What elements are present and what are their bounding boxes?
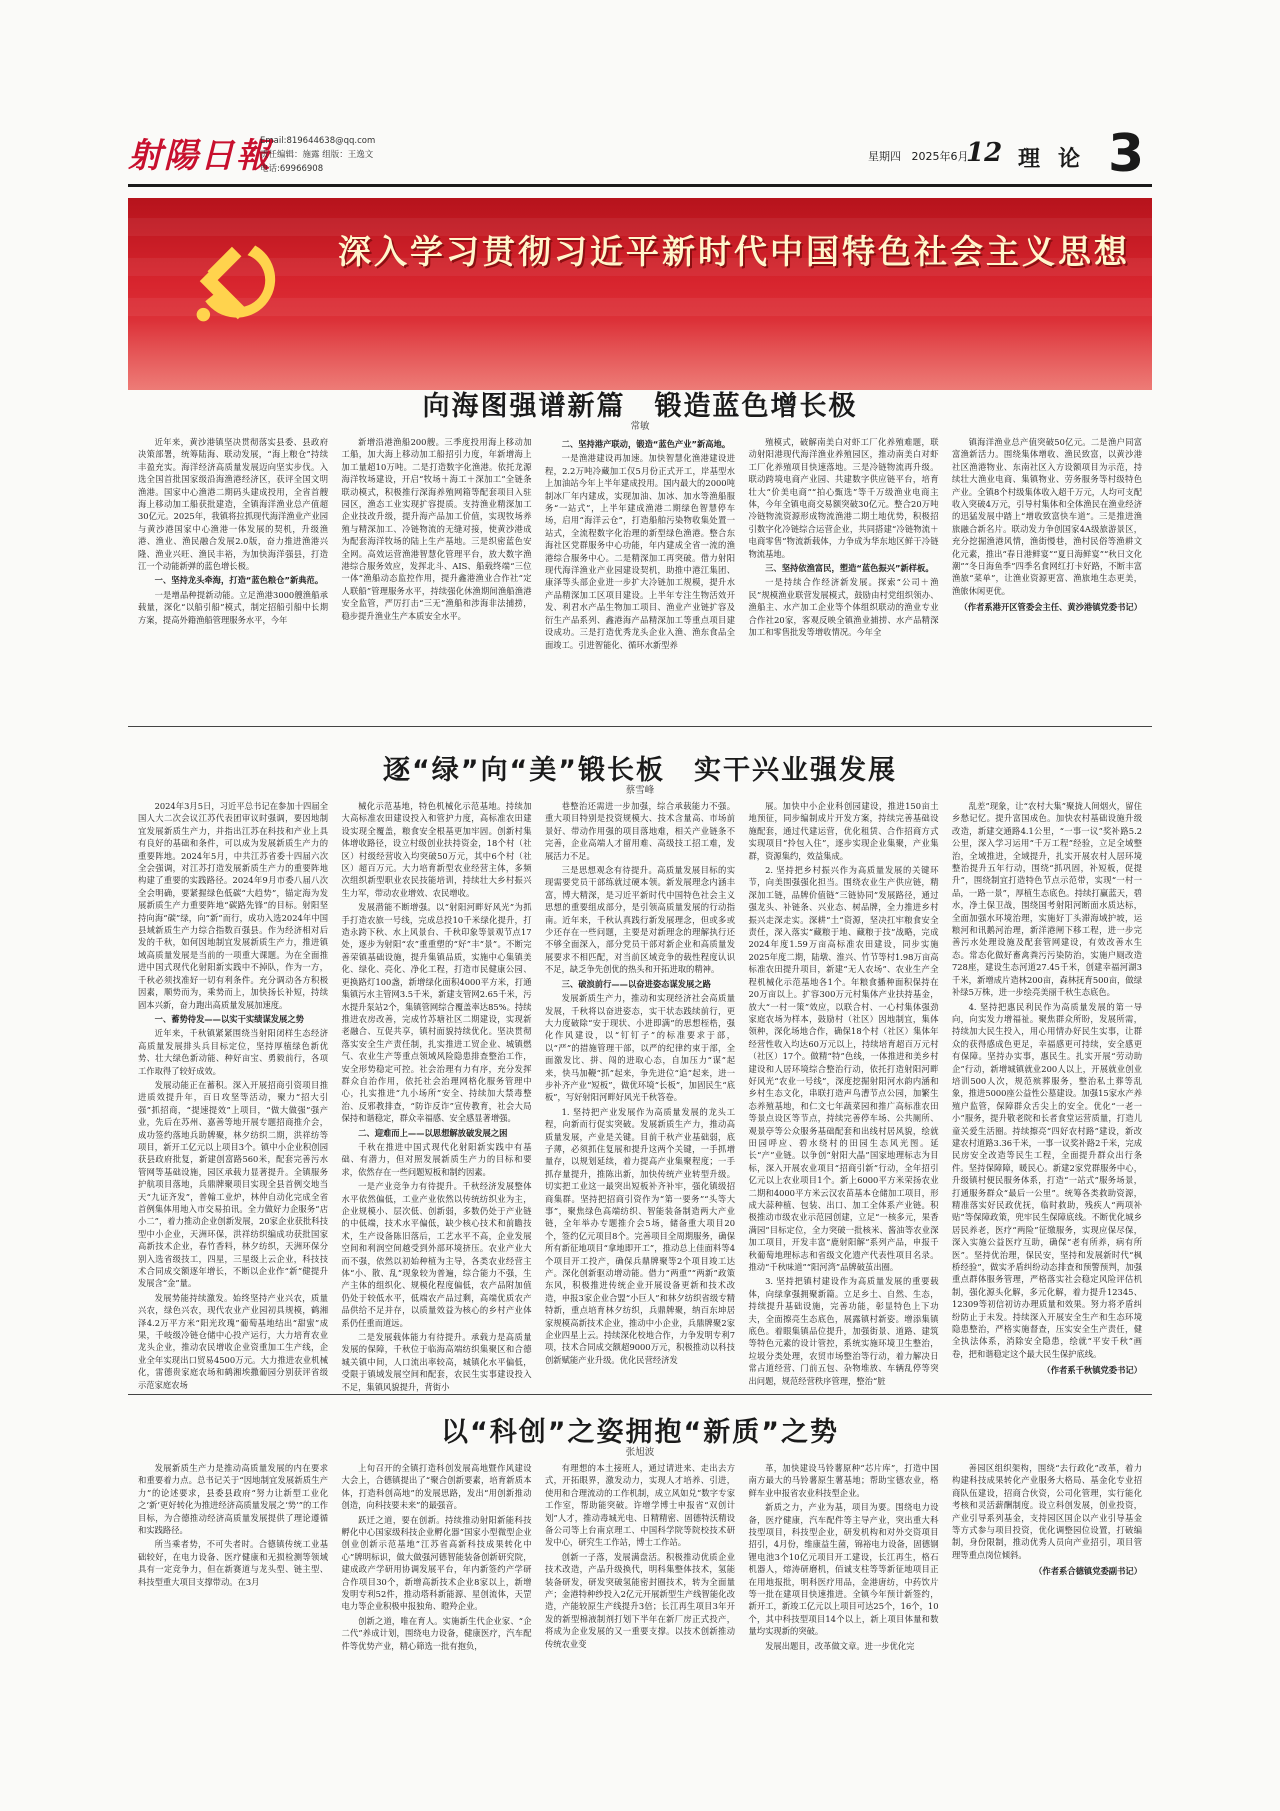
- author-signature: （作者系合德镇党委副书记）: [1034, 1566, 1142, 1577]
- section-heading: 二、坚持港产联动，锻造“蓝色产业”新高地。: [561, 439, 731, 449]
- article-column: [138, 436, 328, 718]
- paragraph: 新增沿港渔船200艘。三季度投用海上移动加工船，加大海上移动加工船招引力度，年新增海上加工量超10万吨。二是打造数字化渔港。依托龙源海洋牧场建设，开启“牧场＋海工＋深加工”全链条联动模式，积极推行深海养殖网箱等配套项目入驻园区，渔态工业实现扩容提质。支持渔业精深加工企业技改升级，提升海产品加工价值，实现牧场养殖与精深加工、冷链物流的无缝对接，使黄沙港成为配套海洋牧场的陆上生产基地。三是织密蓝色安全网。高效运营渔港智慧化管理平台，放大数字渔港综合服务效应，发挥北斗、AIS、船载终端“三位一体”渔船动态监控作用，提升鑫港渔业合作社“定人联船”管理服务水平，持续强化休渔期间渔船渔港安全监管，严厉打击“三无”渔船和涉海非法捕捞，稳步提升渔业生产本质安全水平。: [341, 437, 532, 621]
- article-column: [545, 436, 735, 718]
- paragraph: 巷整治还需进一步加强，综合承载能力不强。重大项目特别是投资规模大、技术含量高、市场前景好、带动作用强的项目落地难，相关产业链条不完善，企业高端人才留用难、高级技工招工难，发展活力不足。: [545, 801, 735, 861]
- paragraph: 创新之道，唯在育人。实施新生代企业家、“企二代”养成计划，围绕电力设备，健康医疗，汽车配件等优势产业，精心筛选一批有抱负，: [341, 1615, 532, 1651]
- paragraph: 革，加快建设马铃薯原种“芯片库”，打造中国南方最大的马铃薯原生薯基地；帮助宝德农业，格鲜车业申报省农业科技型企业。: [748, 1463, 939, 1498]
- paragraph: 一是渔港建设再加速。加快智慧化渔港建设进程，2.2万吨冷藏加工仅5月份正式开工，岸基型水上加油站今年上半年建成投用。国内最大的2000吨制冰厂年内建成，实现加油、加冰、加水等渔船服务“一站式”，上半年建成渔港二期绿色智慧停车场，启用“海洋云仓”，打造船舶污染物收集处置一站式，全流程数字化治理的新型绿色渔港。整合东海社区党群服务中心功能，年内建成全省一流的渔港综合服务中心。二是精深加工再突破。借力射阳现代海洋渔业产业园建设契机，助推中港江集团、康泽等头部企业进一步扩大冷链加工规模，提升水产品精深加工区项目建设。上半年专注生物活效开发、利君水产品生物加工项目、渔业产业链扩容及衍生产品系列、鑫港海产品精深加工等重点项目建设成功。三是打造优秀龙头企业入渔、渔东食品全面竣工。引进智能化、循环水新型养: [545, 453, 735, 650]
- paragraph: 近年来，千秋镇紧紧围绕当射阳闭样生态经济高质量发展排头兵目标定位，坚持厚植绿色新优势、壮大绿色新动能、种好亩宝、勇毅前行，各项工作取得了较好成效。: [138, 1028, 328, 1076]
- section-heading: 三、坚持依渔富民，塑造“蓝色振兴”新样板。: [765, 563, 934, 574]
- article-column: [952, 1462, 1142, 1674]
- banner-title: 深入学习贯彻习近平新时代中国特色社会主义思想: [338, 232, 1130, 271]
- article-3-title: 以“科创”之姿拥抱“新质”之势: [441, 1417, 839, 1448]
- paragraph: 二是发展载体能力有待提升。承载力是高质量发展的保障，千秋位于临海高端纺织集聚区和合德城关镇中间，人口流出率较高，城镇化水平偏低，受限于镇域发展空间和配套，农民生实事建设投入不足，集镇风貌提升，背街小: [341, 1332, 532, 1392]
- paragraph: 械化示范基地，特色机械化示范基地。持续加大高标准农田建设投入和管护力度，高标准农田建设实现全覆盖，粮食安全根基更加牢固。创新村集体增收路径，设立村级创业扶持资金，18个村（社区）村级经营收入均突破50万元，其中6个村（社区）超百万元。大力培育新型农业经营主体，多频次组织新型职业农民技能培训，持续壮大乡村振兴生力军，带动农业增效、农民增收。: [341, 801, 532, 898]
- banner-glow: [128, 320, 1152, 390]
- paragraph: 有理想的本土接班人，通过请进来、走出去方式，开拓眼界，激发动力，实现人才培养、引进，使用和合理流动的工作机制，成立风如兑“数字专家工作室，帮助能突破。许增学博士申报省“双创计划”人才，推动毒城光电、日精精密、固德特沃精设备公司等上台南京理工、中国科学院等院校技术研发中心，研究生工作站，博士工作站。: [545, 1463, 735, 1548]
- paragraph: 发展新质生产力，推动和实现经济社会高质量发展，千秋将以奋进姿态，实干状态践续前行，更大力度破除“安于现状、小进即满”的思想桎梏，强化作风建设，以“钉钉子”的标准要求于部，以“严”的措施管理干部，以严的纪律约束于部，全面激发比、拼、闯的进取心态，自加压力“谋”起来，快马加鞭“抓”起来，争先进位“追”起来，进一步补齐产业“短板”，做优环境“长板”，加固民生“底板”，写好射阳河畔好风光千秋答卷。: [545, 993, 735, 1103]
- paragraph: 跃迁之道，要在创新。持续推动射阳新能科技孵化中心国家级科技企业孵化器“国家小型微型企业创业创新示范基地”江苏省高新科技成果转化中心”牌明标识，做大做强河德智能装备创新研究院，建成政产学研用协调发展平台，年内新签约产学研合作项目30个，新增高新技术企业8家以上，新增发明专利52件，推动塔科新能源、星创流体，天罡电力等企业积极申报独角、瞪羚企业。: [341, 1514, 532, 1612]
- paragraph: 2. 坚持把乡村振兴作为高质量发展的关键环节，向美围强强化担当。围绕农业生产供应链，精深加工链，品牌价值链“三链协同”发展路径，通过强龙头、补链条、兴业态、树品牌，全力推进乡村振兴走深走实。深耕“土”资源，坚决扛牢粮食安全责任，深入落实“藏粮于地、藏粮于技”战略，完成2024年度1.59万亩高标准农田建设，同步实施2025年度二期，陆墩、淮兴、竹节等村1.98万亩高标准农田提升项目，新建“无人农场”、农业生产全程机械化示范基地各1个。年粮食播种面积保持在20万亩以上。扩容300万元村集体产业扶持基金，放大“一村一策”效应，以联合村、一心村集体强劲家庭农场为样本，鼓励村（社区）因地制宜，集体领种，深化场地合作，确保18个村（社区）集体年经营性收入均达60万元以上，持续培育超百万元村（社区）17个。做精“特”色线，一体推进和美乡村建设和人居环境综合整治行动，依托打造射阳河畔好风光“农业一号线”，深度挖掘射阳河水韵内涵和乡村生态文化，串联打造声鸟漕节点公园，加繁生态养殖基地，和仁文七年蔬菜园和推广高标准农田等景点设区等节点，持续完善停车场、公共厕所、观景亭等公众服务基础配套和出线村居风貌，绘就田园呼应、碧水绕村的田园生态风光图。延长“产”业链。以争创“射阳大晶”国家地理标志为目标，深入开展农业项目“招商引新”行动，全年招引亿元以上农业项目1个。新上6000平方米荣扬农业二期和4000平方米云汉农苗基本仓储加工项目，形成大蒜种植、包装、出口、加工全体系产业链。积极推动市级农业示范园创建，立足“一核多元，果香满园”目标定位，全力突破一批核米、酱油等农业深加工项目，开发丰富“鹿射阳解”系列产品，申报千秋葡萄地理标志和省级文化遗产代表性项目名录。推动“千秋味道”“阳河湾”品牌破茧出圈。: [748, 865, 939, 1273]
- paragraph: 一是产业竞争力有待提升。千秋经济发展整体水平依然偏低，工业产业依然以传统纺织业为主，企业规模小、层次低、创新弱，多数仍处于产业链的中低端，技术水平偏低，缺少核心技术和前瞻技术，生产设备陈旧落后，工艺水平不高，企业发展空间和利润空间越受到外部环境挤压。农业产业大而不强，依然以初始种植为主导，各类农业经营主体“小、散、乱”现象较为普遍，综合能力不强，生产主体的组织化、规模化程度偏低，农产品附加值仍处于较低水平，低端农产品过剩，高端优质农产品供给不足并存，以质量效益为核心的乡村产业体系仍任重而道远。: [341, 1181, 532, 1328]
- article-column: [342, 1462, 532, 1674]
- masthead: [128, 124, 1152, 187]
- article-2-title: 逐“绿”向“美”锻长板 实干兴业强发展: [383, 755, 897, 786]
- paragraph: 一是持续合作经济新发展。探索“公司＋渔民”规模渔业联营发展模式，鼓励由村党组织领办、渔船主、水产加工企业等个体组织联动的渔业专业合作社20家，客观反映全镇渔业捕捞、水产品精深加工和零售批发等增收情况。今年全: [748, 577, 939, 638]
- article-column: [748, 800, 939, 1386]
- paragraph: 善园区组织架构，围绕“去行政化”改革，着力构建科技成果转化产业服务大格局、基金化专业招商队伍建设，招商合伙资，公司化管理，实行能化考核和灵活薪酬制度。设立科创发展，创业投资，产业引导系列基金，支持园区国企以产业引导基金等方式参与项目投资，优化调整园位设置，打破编制，身份限制，推动优秀人员向产业招引，项目管理等重点岗位倾斜。: [952, 1463, 1142, 1560]
- article-3-author: 张旭波: [625, 1447, 655, 1458]
- section-heading: 三、破浪前行——以奋进姿态谋发展之路: [561, 978, 711, 989]
- paragraph: 所当乘者势，不可失者时。合德镇传统工业基础较好，在电力设备、医疗健康和无损检测等领域具有一定竞争力，但在新赛道与龙头型、链主型、科技型重大项目支撑带动。在3月: [138, 1539, 328, 1587]
- paragraph: 发展新质生产力是推动高质量发展的内在要求和重要着力点。总书记关于“因地制宜发展新质生产力”的论述要求，县委县政府“努力让新型工业化之‘新’更好转化为推进经济高质量发展之‘势’”的工作目标，为合德推动经济高质量发展提供了理论遵循和实践路径。: [138, 1463, 328, 1536]
- dateline: [868, 148, 969, 164]
- weekday: 星期四: [868, 150, 901, 163]
- paragraph: 发展势能持续激发。始终坚持产业兴农，质量兴农，绿色兴农，现代农业产业园初具规模，鹤湘泽4.2万平方米“阳光玫瑰”葡萄基地结出“甜蜜”成果，千岐级冷链仓储中心投产运行，大力培育农业龙头企业，推动农民增收企业资重加工生产线，企业全年实现出口贸易4500万元。大力推进农业机械化，雷德贵家庭农场和鹤湘埃撒葡园分别获评省级示范家庭农场: [138, 1292, 328, 1390]
- paragraph: 镇海洋渔业总产值突破50亿元。二是渔户同富富渔新活力。围绕集体增收、渔民致富，以黄沙港社区渔港物业、东南社区入方设额项目为示范，持续壮大渔业电商、集镇物业、劳务服务等村级特色产业。全镇8个村级集体收入超千万元，人均可支配收入突破4万元，引导村集体和全体渔民在渔业经济的迅猛发展中踏上“增收致富快车道”。三是推进渔旅融合新名片。联动发力争创国家4A级旅游景区，充分挖掘渔港风情，渔街慢巷，渔村民俗等渔耕文化元素，推出“春日港鲜宴”“夏日海鲜宴”“秋日文化潮”“冬日海鱼季”四季名食网红打卡好路，不断丰富渔旅“菜单”，让渔业资源更富、渔旅地生态更美，渔旅休闲更优。: [952, 437, 1142, 596]
- article-2-body: [138, 800, 1142, 1392]
- article-column: [342, 436, 532, 718]
- paragraph: 三是思想观念有待提升。高质量发展目标的实现需要党员干部练就过硬本领。新发展理念内涵丰富，博大精深，是习近平新时代中国特色社会主义思想的重要组成部分，是引领高质量发展的行动指南。近年来，千秋认真践行新发展理念，但或多或少还存在一些问题，主要是对新理念的理解执行还不够全面深入，部分党员干部对新企业和高质量发展要求不相匹配，对当前区域竞争的载性程度认识不足，缺乏争先创优的热头和开拓进取的精神。: [545, 865, 735, 975]
- editor-info: [260, 134, 375, 176]
- article-3-body: [138, 1462, 1142, 1674]
- theme-banner: [128, 198, 1152, 390]
- paragraph: 2024年3月5日，习近平总书记在参加十四届全国人大二次会议江苏代表团审议时强调，要因地制宜发展新质生产力，并指出江苏在科技和产业上具有良好的基础和条件，可以成为发展新质生产力的重要阵地。2024年5月，中共江苏省委十四届六次全会强调，对江苏打造发展新质生产力的重要阵地构建了重要的实践路径。2024年9月市委八届八次全会明确，要紧握绿色低碳“大趋势”，锚定海为发展新质生产力重要阵地“碳路先锋”的目标。射阳坚持向海“碳”绿，向“新”而行，成功入选2024年中国县域新质生产力综合指数百强县。作为经济相对后发的千秋，如何因地制宜发展新质生产力，推进镇域高质量发展是当前的一项重大课题。为在全面推进中国式现代化射阳新实践中不掉队，作为一方，千秋必须找准好一切有利条件。充分调动各方积极因素，顺势而为，乘势而上，加快扬长补短，持续固本兴新，奋力跑出高质量发展加速度。: [138, 801, 328, 1010]
- author-signature: （作者系千秋镇党委书记）: [1042, 1365, 1142, 1376]
- section-heading: 一、蓄势待发——以实干实绩谋发展之势: [154, 1013, 304, 1024]
- paragraph: 乱差”现象，让“农村大集”聚拢人间烟火，留住乡愁记忆。提升富国成色。加快农村基础设施升级改造，新建交通路4.1公里，“一事一议”奖补路5.2公里，深入学习运用“千万工程”经验，立足全域整治，全域推进，全域提升，扎实开展农村人居环境整治提升五年行动，围绕“抓巩固，补短板，促提升”，围绕制宜打造特色节点示范带，实现“一村一品，一路一景”，厚植生态底色。持续打赢蓝天，碧水，净土保卫战，围绕国考射阳河断面水质达标，全面加强水环境治理，实施好丁头滞海域护坡，运粮河和讯鹅河治理，新洋港闸下移工程，进一步完善污水处理设施及配套管网建设，有效改善水生态。常态化做好畜禽粪污污染防治，实施户厕改造728座，建设生态河道27.45千米，创建幸福河湖3千米，新增成片造林200亩，森林抚育500亩，做绿补绿5万株，进一步绘亮美丽千秋生态底色。: [952, 801, 1142, 998]
- article-divider: [128, 1394, 1152, 1395]
- paragraph: 新质之力，产业为基，项目为要。围绕电力设备，医疗健康，汽车配件等主导产业，突出重大科技型项目，科技型企业，研发机构和对外交资项目招引，4月份，维康益生菌，锦裕电力设备，固德钢锂电池3个10亿元项目开工建设，长江再生，格石机器人，熔涛研磨机，佰诚支柱等等新征地项目正在用地报批，明科医疗用品，金港唐纺，中药饮片等一批在建项目快速推进。全镇今年预计新签约，新开工，新竣工亿元以上项目可达25个，16个，10个，其中科技型项目14个以上，新上项目体量和数量均实现新的突破。: [748, 1502, 939, 1637]
- article-column: [749, 436, 939, 718]
- paragraph: 殖模式，破解南美白对虾工厂化养殖难题，联动射阳港现代海洋渔业养殖园区，推动南美白对虾工厂化养殖项目快速落地。三是冷链物流再升级。联动跨境电商产业园、共建数字供应链平台，培育壮大“价美电商”“拍心甄选”等千万级渔业电商主体，今年全镇电商交易额突破30亿元。整合20万吨冷链物流资源形成物流渔港二期土地优势，积极招引数字化冷链综合运营企业，共同搭建“冷链物流＋电商零售”物流新载体，力争成为华东地区鲜干冷链物流基地。: [748, 437, 939, 559]
- paragraph: 发展潜能不断增强。以“射阳河畔好风光”为抓手打造农旅一号线，完成总投10千米绿化提升，打造永跨下秋、水上风景台、千秋印象等景观节点17处，逐步为射阳“农”重重塑的“好”丰“景”。不断完善荣镇基础设施，提升集镇品质，实施中心集镇美化、绿化、亮化、净化工程，打造市民健康公园、更换路灯100盏，新增绿化面积4000平方米，打通集镇污水主管网3.5千米，新建支管网2.65千米，污水提升泵站2个，集镇管网综合覆盖率达85%。持续推进农房改善，完成竹苏塘社区二期建设，实现新老融合、互促共享，镇村面貌持续优化。坚决贯彻落实安全生产责任制，扎实推进工贸企业、城镇燃气、农业生产等重点领域风险隐患排查整治工作，安全形势稳定可控。社会治理有力有序，充分发挥群众自治作用，依托社会治理网格化服务管理中心，扎实推进“九小场所”安全、持续加大禁毒整治、反邪教排查，“防诈反诈”宣传教育，社会大局保持和谐稳定，群众幸福感、安全感显著增强。: [341, 902, 532, 1124]
- paragraph: 发展动能正在蓄积。深入开展招商引资项目推进质效提升年，百日攻坚等活动，聚力“招大引强”抓招商，“提速提效”上项目，“做大做强”强产业，先后在苏州、嘉善等地开展专题招商推介会，成功签约落地兵助牌聚，林夕纺织二期，洪祥纺等项目，新开工亿元以上项目3个。镇中小企业积创园获县政府批复，新建创富路560米，配套完善污水管网等基础设施，园区承载力显著提升。全镇服务护航项目落地，兵鼎牌聚项目实现全县首例交地当天“九证齐发”，普翰工业炉，林仲自动化完成全省首例集体用地入市交易拍讯。全力做好力企服务“店小二”，着力推动企业创新发展，20家企业获批科技型中小企业，天洲环保，洪祥纺织编成功获批国家高新技术企业，春竹香料，林夕纺织，天洲环保分别入选省级技工，四星，三星级上云企业，科技技术合同成交额逐年增长，不断以企业作“新”健提升发展含“金”量。: [138, 1079, 328, 1289]
- article-1-author: 常敏: [630, 421, 650, 432]
- article-2-author: 蔡雪峰: [625, 785, 655, 796]
- paragraph: 一是增品种提新动能。立足渔港3000艘渔船承载量，深化“以船引船”模式，制定招船引船中长期方案，提高外籍渔船管理服务水平，今年: [138, 589, 328, 625]
- article-column: [341, 800, 532, 1392]
- paragraph: 千秋在推进中国式现代化射阳新实践中有基础、有潜力，但对照发展新质生产力的目标和要求，依然存在一些问题短板和制约因素。: [341, 1141, 532, 1177]
- hammer-sickle-icon: [188, 234, 284, 330]
- paragraph: 发展出题目，改革做文章。进一步优化完: [765, 1640, 915, 1651]
- article-column: [545, 800, 735, 1382]
- paragraph: 展。加快中小企业科创园建设，推进150亩土地预征，同步编制成片开发方案，持续完善基础设施配套，通过代建运营，优化租赁、合作招商方式实现项目“拎包入住”，逐步实现企业集聚，产业集群，资源集约，效益集成。: [748, 801, 939, 861]
- paragraph: 上旬召开的全镇打造科创发展高地暨作风建设大会上，合德镇提出了“聚合创新要素，培育新质本体，打造科创高地”的发展思路，发出“用创新推动创造，向科技要未来”的最强音。: [341, 1463, 532, 1511]
- paragraph: 近年来，黄沙港镇坚决贯彻落实县委、县政府决策部署，统筹陆海、联动发展，“海上粮仓”持续丰盈充实。海洋经济高质量发展迈向坚实步伐。入选全国首批国家级沿海渔港经济区，获评全国文明渔港。国家中心渔港二期码头建成投用，全省首艘海上移动加工船获批建造，全镇海洋渔业总产值超30亿元。2025年，我镇将拉抓现代海洋渔业产业园与黄沙港国家中心渔港一体发展的契机，升级渔港、渔业、渔民融合发展2.0版，奋力推进渔港兴隆、渔业兴旺、渔民丰裕，为加快海洋强县，打造江一个动能新弹的蓝色增长极。: [138, 437, 328, 572]
- date: 2025年6月: [911, 150, 969, 163]
- paragraph: 3. 坚持把镇村建设作为高质量发展的重要载体，向绿拿强拥聚新篇。立足乡土、自然、生态，持续提升基础设施，完善功能，彰显特色上下功夫，全面擦亮生态底色，展露镇村新姿。增添集镇底色。着眼集镇品位提升，加强街景、道路、建筑等特色元素的设计管控，系统实施环境卫生整治，垃圾分类处理，农贸市场整治等行动，着力解决日常占道经营、门前五包、杂物堆放、车辆乱停等突出问题，规范经营秩序管理，整治“脏: [748, 1276, 939, 1386]
- section-name: 理论: [1018, 147, 1099, 172]
- article-divider: [128, 726, 1152, 727]
- article-column: [138, 1462, 328, 1674]
- article-column: [138, 800, 328, 1390]
- article-column: [545, 1462, 735, 1674]
- section-heading: 二、迎难而上——以思想解放破发展之困: [358, 1127, 508, 1138]
- section-heading: 一、坚持龙头牵海，打造“蓝色粮仓”新典范。: [154, 575, 324, 586]
- author-signature: （作者系港开区管委会主任、黄沙港镇党委书记）: [959, 602, 1142, 613]
- phone: 电话:69966908: [260, 164, 324, 174]
- article-column: [952, 436, 1142, 718]
- email: Email:819644638@qq.com: [260, 136, 376, 146]
- day-number: 12: [966, 138, 1003, 168]
- page-number: 3: [1108, 124, 1145, 184]
- article-column: [952, 800, 1142, 1382]
- newspaper-logo: 射陽日報: [128, 136, 272, 176]
- article-column: [749, 1462, 939, 1674]
- article-1-title: 向海图强谱新篇 锻造蓝色增长极: [422, 391, 858, 422]
- paragraph: 1. 坚持把产业发展作为高质量发展的龙头工程，向新而行促实突破。发展新质生产力，推动高质量发展，产业是关键。目前千秋产业基础弱，底子薄，必须抓住复展和提升这两个关键，一手抓增量存，以规划延续，着力提高产业集聚程度；一手抓存量提升，推陈出新，加快传统产业转型升级。切实把工业这一最突出短板补齐补牢，强化镇级招商集群。坚持把招商引资作为“第一要务”“头等大事”，聚焦绿色高端纺织、智能装备制造两大产业链，全年举办专题推介会5场，储备重大项目20个，签约亿元项目8个。完善项目全周期服务，确保所有新征地项目“拿地即开工”，推动总上佳面料等4个项目开工投产，确保兵鼎牌聚等2个项目竣工达产。深化创新驱动增动能。借力“两重”“两新”政策东风，积极推进传统企业开展设备更新和技术改造，申报3家企业合盟“小巨人”和林夕纺织省级专精特新，重点培育林夕纺织，兵鼎牌聚，纳百东坤居家规模高新技术企业，推动中小企业，兵鼎牌聚2家企业四星上云。持续深化校地合作，力争发明专利7项，技术合同成交额超9000万元，积极推动以科技创新赋能产业升级。优化民营经济发: [545, 1106, 735, 1365]
- paragraph: 创新一子落，发展满盘活。积极推动优质企业技术改造，产品升级换代，明科集整体技术，氢能装备研发，研发突破氢能密封圈技术，转为全面量产；金港特种纱投入2亿元开展新型生产线智能化改造，产能较原生产线提升3倍；长江再生项目3年开发的新型棉液制剂打划下半年在新厂房正式投产，将成为企业发展的又一重要支撑。以技术创新推动传统农业变: [545, 1551, 735, 1649]
- paragraph: 4. 坚持把惠民利民作为高质量发展的第一导向，向实发力增福祉。聚焦群众所盼，发展所需，持续加大民生投入，用心用情办好民生实事，让群众的获得感成色更足，幸福感更可持续，安全感更有保障。坚持办实事，惠民生。扎实开展“劳动助企”行动，新增城镇就业200人以上，开展就业创业培训500人次，规范殡葬服务，整治私土葬等乱象，推进5000座公益性公墓建设。加强15家水产养殖户监管，保障群众舌尖上的安全。优化“一老一小”服务，提升敬老院和长者食堂运营质量，打造儿童关爱生活圈。持续擦亮“四好农村路”建设，新改建农村道路3.36千米，一事一议奖补路2千米，完成民房安全改造等民生工程，全面提升群众出行条件。坚持保障障，暖民心。新建2家党群服务中心，升级镇村便民服务体系，打造“一站式”服务场景，打通服务群众“最后一公里”。统筹各类救助资源，精准落实好民政优抚，临时救助，残疾人“两项补贴”等保障政策，兜牢民生保障底线。不断优化城乡居民养老，医疗“两险”征缴服务，实现应保尽保，深入实施公益医疗互助，确保“老有所养，病有所医”。坚持优治理，保民安，坚持和发展新时代“枫桥经验”，做实矛盾纠纷动态排查和预警预判，加强重点群体服务管理，严格落实社会稳定风险评估机制，强化源头化解，多元化解，着力提升12345、12309等初信初访办理质量和效果。努力将矛盾纠纷防止于未发。持续深入开展安全生产和生态环境隐患整治，严格实施督查，压实安全生产责任，健全执法体系，消除安全隐患，绘就“平安千秋”画卷，把和谐稳定这个最大民生保护底线。: [952, 1001, 1142, 1359]
- article-1-body: [138, 436, 1142, 718]
- editors: 责任编辑：施露 组版：王逸文: [260, 150, 374, 160]
